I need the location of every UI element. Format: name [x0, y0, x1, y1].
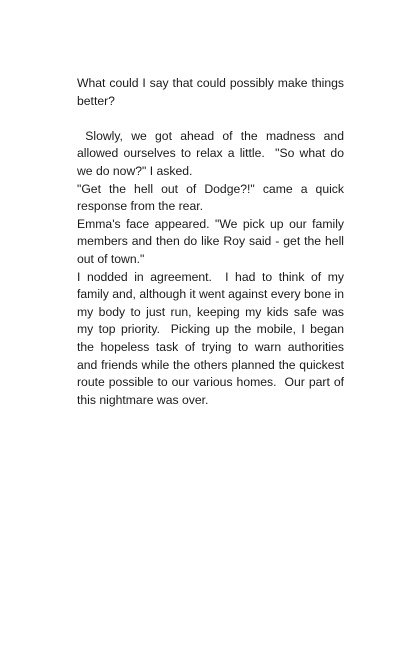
- paragraph-5: I nodded in agreement. I had to think of my family and, although it went against every bone in my body to just run, keeping my kids safe was my top priority. Picking up the mobile, I began the hopeless task of trying to warn authorities and friends while the others planned the quickest route possible to our various homes. Our part of this nightmare was over.: [77, 269, 348, 407]
- body-text: [77, 75, 348, 409]
- paragraph-2: Slowly, we got ahead of the madness and allowed ourselves to relax a little. "So what do we do now?" I asked.: [77, 128, 348, 178]
- paragraph-3: "Get the hell out of Dodge?!" came a quick response from the rear.: [77, 181, 344, 214]
- paragraph-1: What could I say that could possibly make things better?: [77, 76, 344, 108]
- paragraph-4: Emma's face appeared. "We pick up our family members and then do like Roy said - get the hell out of town.": [77, 216, 344, 266]
- paragraph-spacer: [77, 110, 344, 128]
